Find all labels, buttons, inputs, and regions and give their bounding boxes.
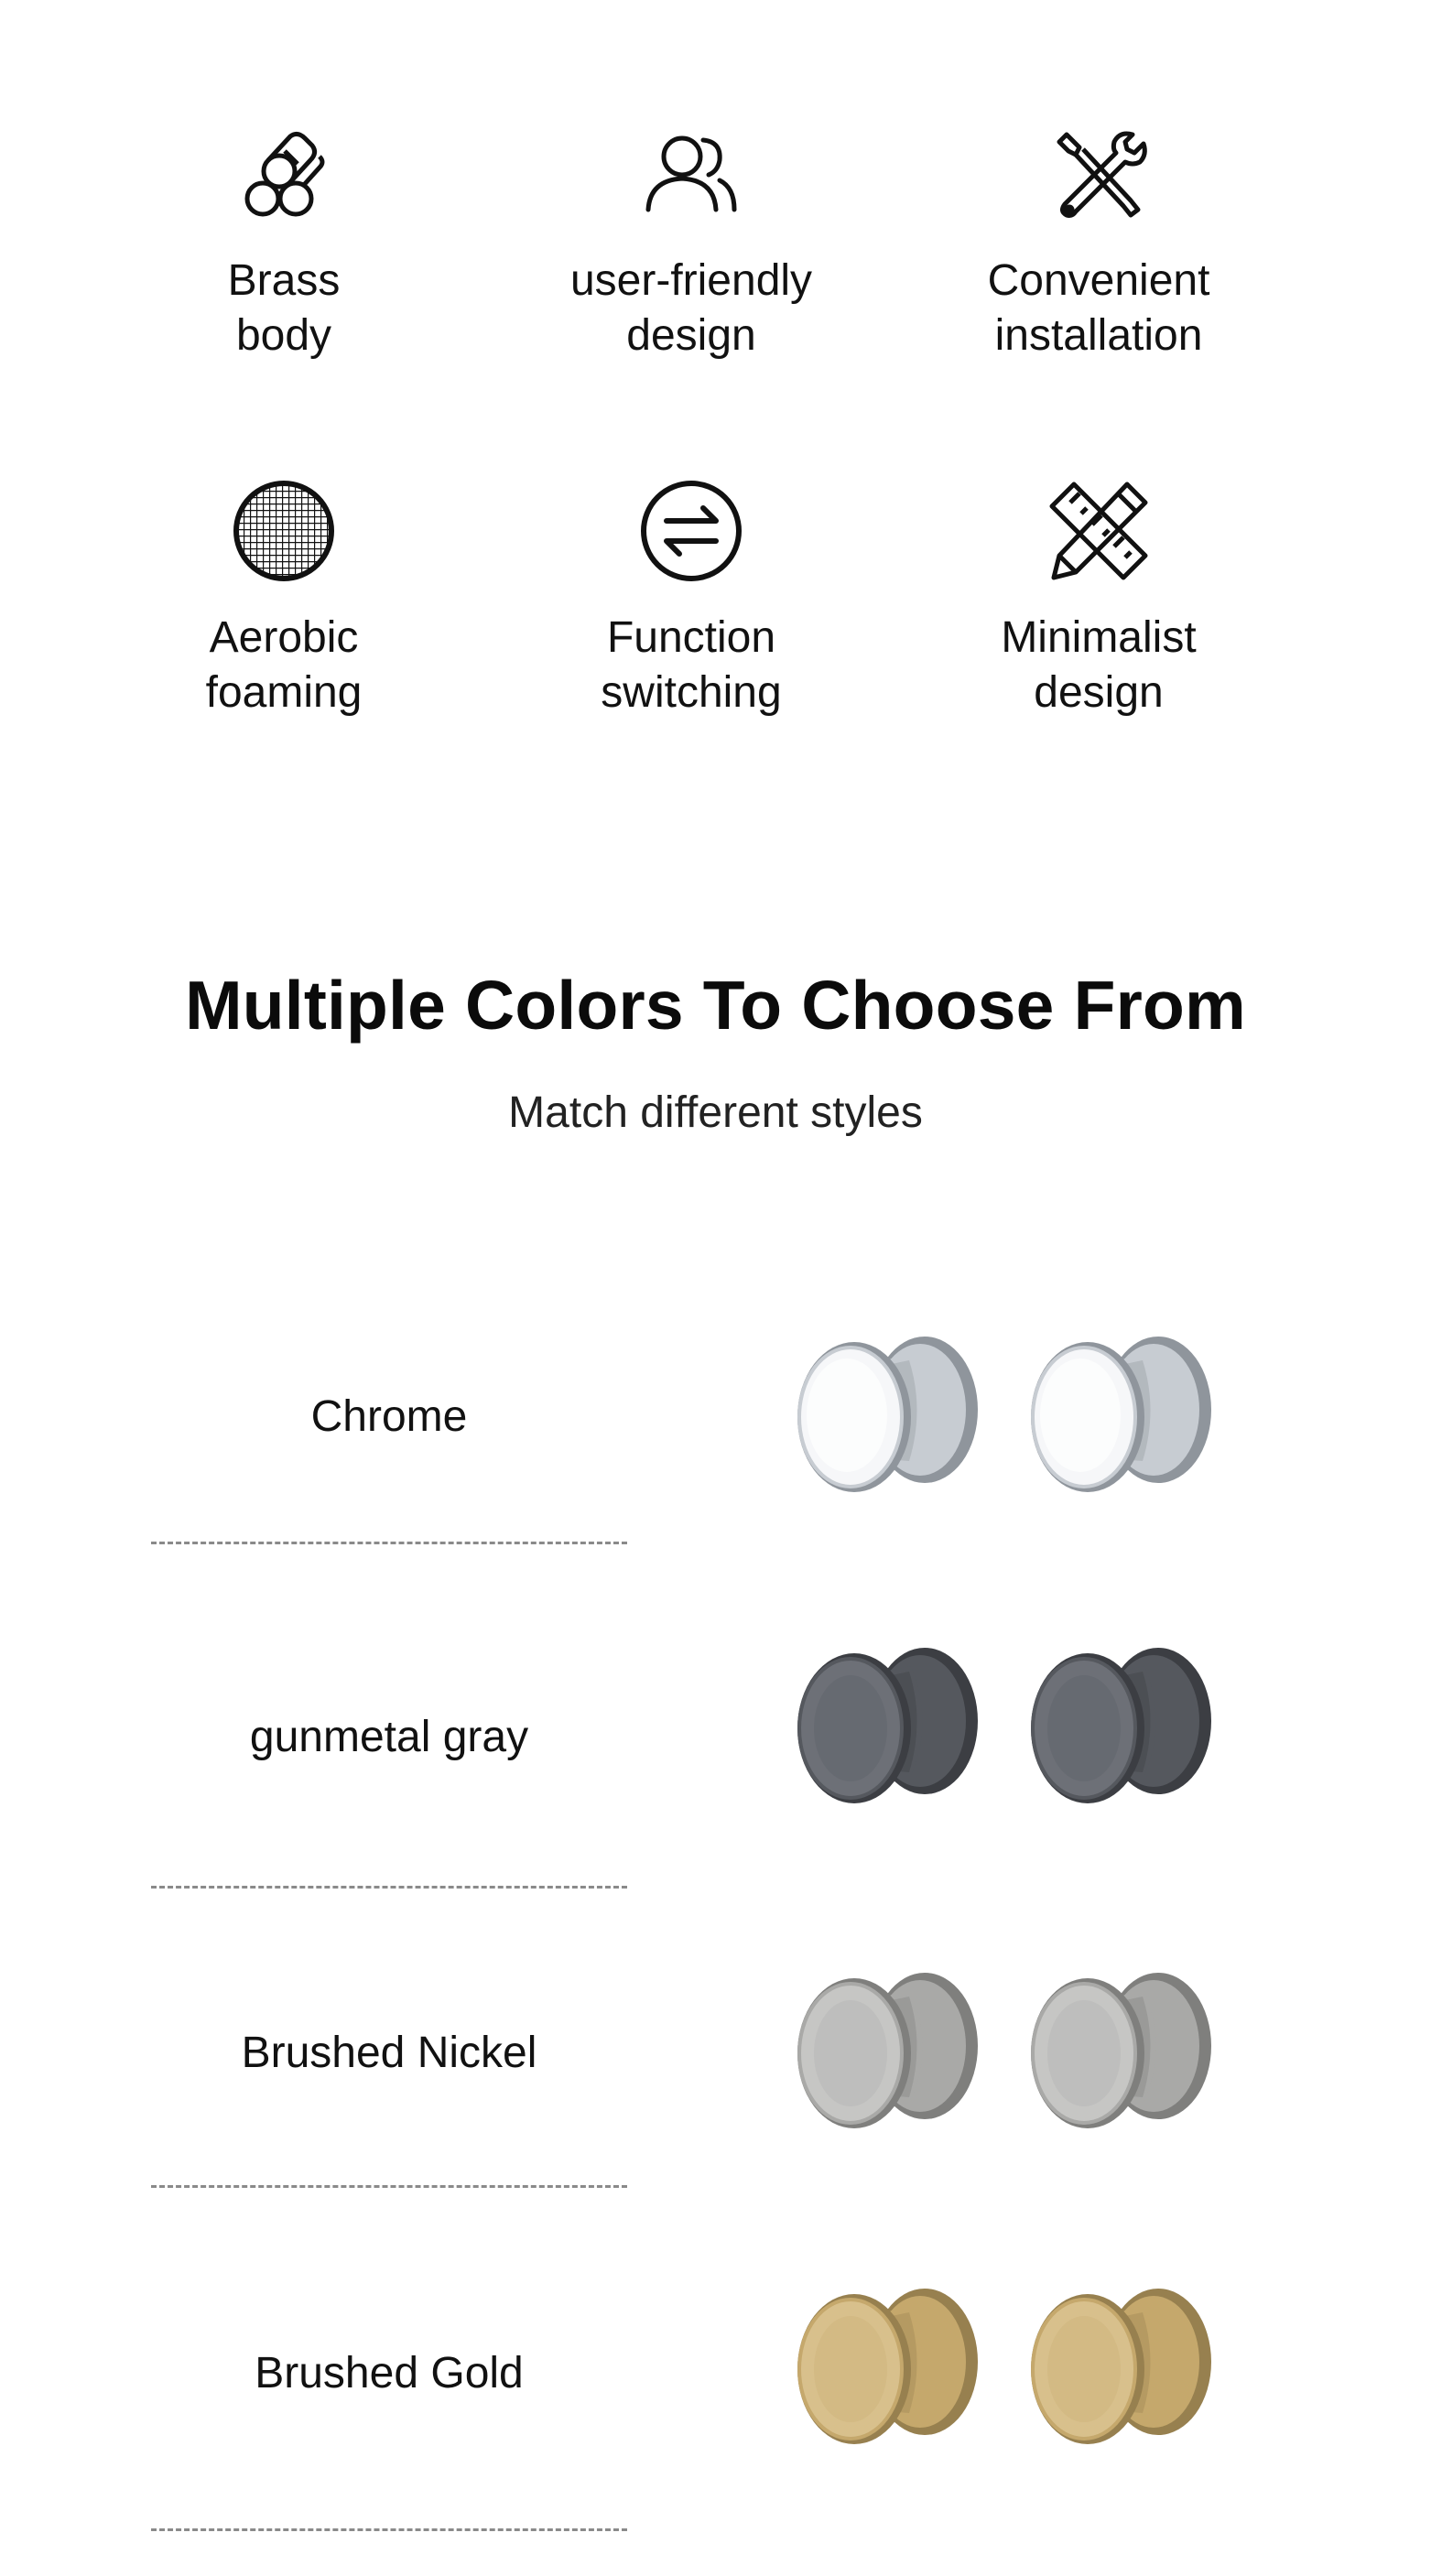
feature-label (897, 611, 1300, 720)
feature-label-line1: Minimalist (1001, 613, 1197, 662)
feature-label-line1: Brass (227, 256, 341, 305)
feature-label-line2: design (626, 311, 756, 360)
color-name: Chrome (310, 1392, 468, 1441)
color-name: Brushed Nickel (241, 2029, 537, 2077)
knob-icon (1007, 1964, 1227, 2147)
knob-icon (1007, 1639, 1227, 1822)
feature-label-line1: Function (606, 613, 776, 662)
tools-icon (1039, 114, 1158, 233)
color-name: Brushed Gold (255, 2349, 524, 2397)
feature-label (490, 254, 893, 363)
feature-convenient-installation (897, 114, 1300, 363)
feature-label-line2: body (235, 311, 332, 360)
feature-label-line2: design (1034, 668, 1164, 717)
feature-aerobic-foaming (82, 471, 485, 720)
section-title: Multiple Colors To Choose From (185, 967, 1246, 1044)
feature-function-switching (490, 471, 893, 720)
knob-icon (1007, 2279, 1227, 2462)
brass-pipes-icon (224, 114, 343, 233)
divider (151, 2528, 627, 2531)
feature-label (82, 254, 485, 363)
knob-icon (774, 2279, 993, 2462)
feature-label (897, 254, 1300, 363)
knob-icon (774, 1327, 993, 1510)
divider (151, 1542, 627, 1544)
divider (151, 1886, 627, 1889)
aerator-mesh-icon (224, 471, 343, 590)
knob-pair-image (774, 1639, 1250, 1822)
feature-brass-body (82, 114, 485, 363)
divider (151, 2185, 627, 2188)
knob-pair-image (774, 1327, 1250, 1510)
switch-arrows-icon (632, 471, 751, 590)
feature-user-friendly (490, 114, 893, 363)
knob-icon (774, 1964, 993, 2147)
feature-label (82, 611, 485, 720)
feature-label (490, 611, 893, 720)
ruler-pencil-icon (1039, 471, 1158, 590)
feature-label-line1: Convenient (987, 256, 1210, 305)
feature-label-line2: foaming (205, 668, 363, 717)
color-name: gunmetal gray (249, 1713, 529, 1761)
feature-label-line2: switching (601, 668, 782, 717)
feature-minimalist-design (897, 471, 1300, 720)
users-icon (632, 114, 751, 233)
feature-label-line1: user-friendly (569, 256, 813, 305)
knob-pair-image (774, 2279, 1250, 2462)
knob-icon (774, 1639, 993, 1822)
knob-pair-image (774, 1964, 1250, 2147)
feature-label-line1: Aerobic (209, 613, 359, 662)
feature-label-line2: installation (994, 311, 1203, 360)
section-subtitle: Match different styles (508, 1088, 923, 1137)
knob-icon (1007, 1327, 1227, 1510)
